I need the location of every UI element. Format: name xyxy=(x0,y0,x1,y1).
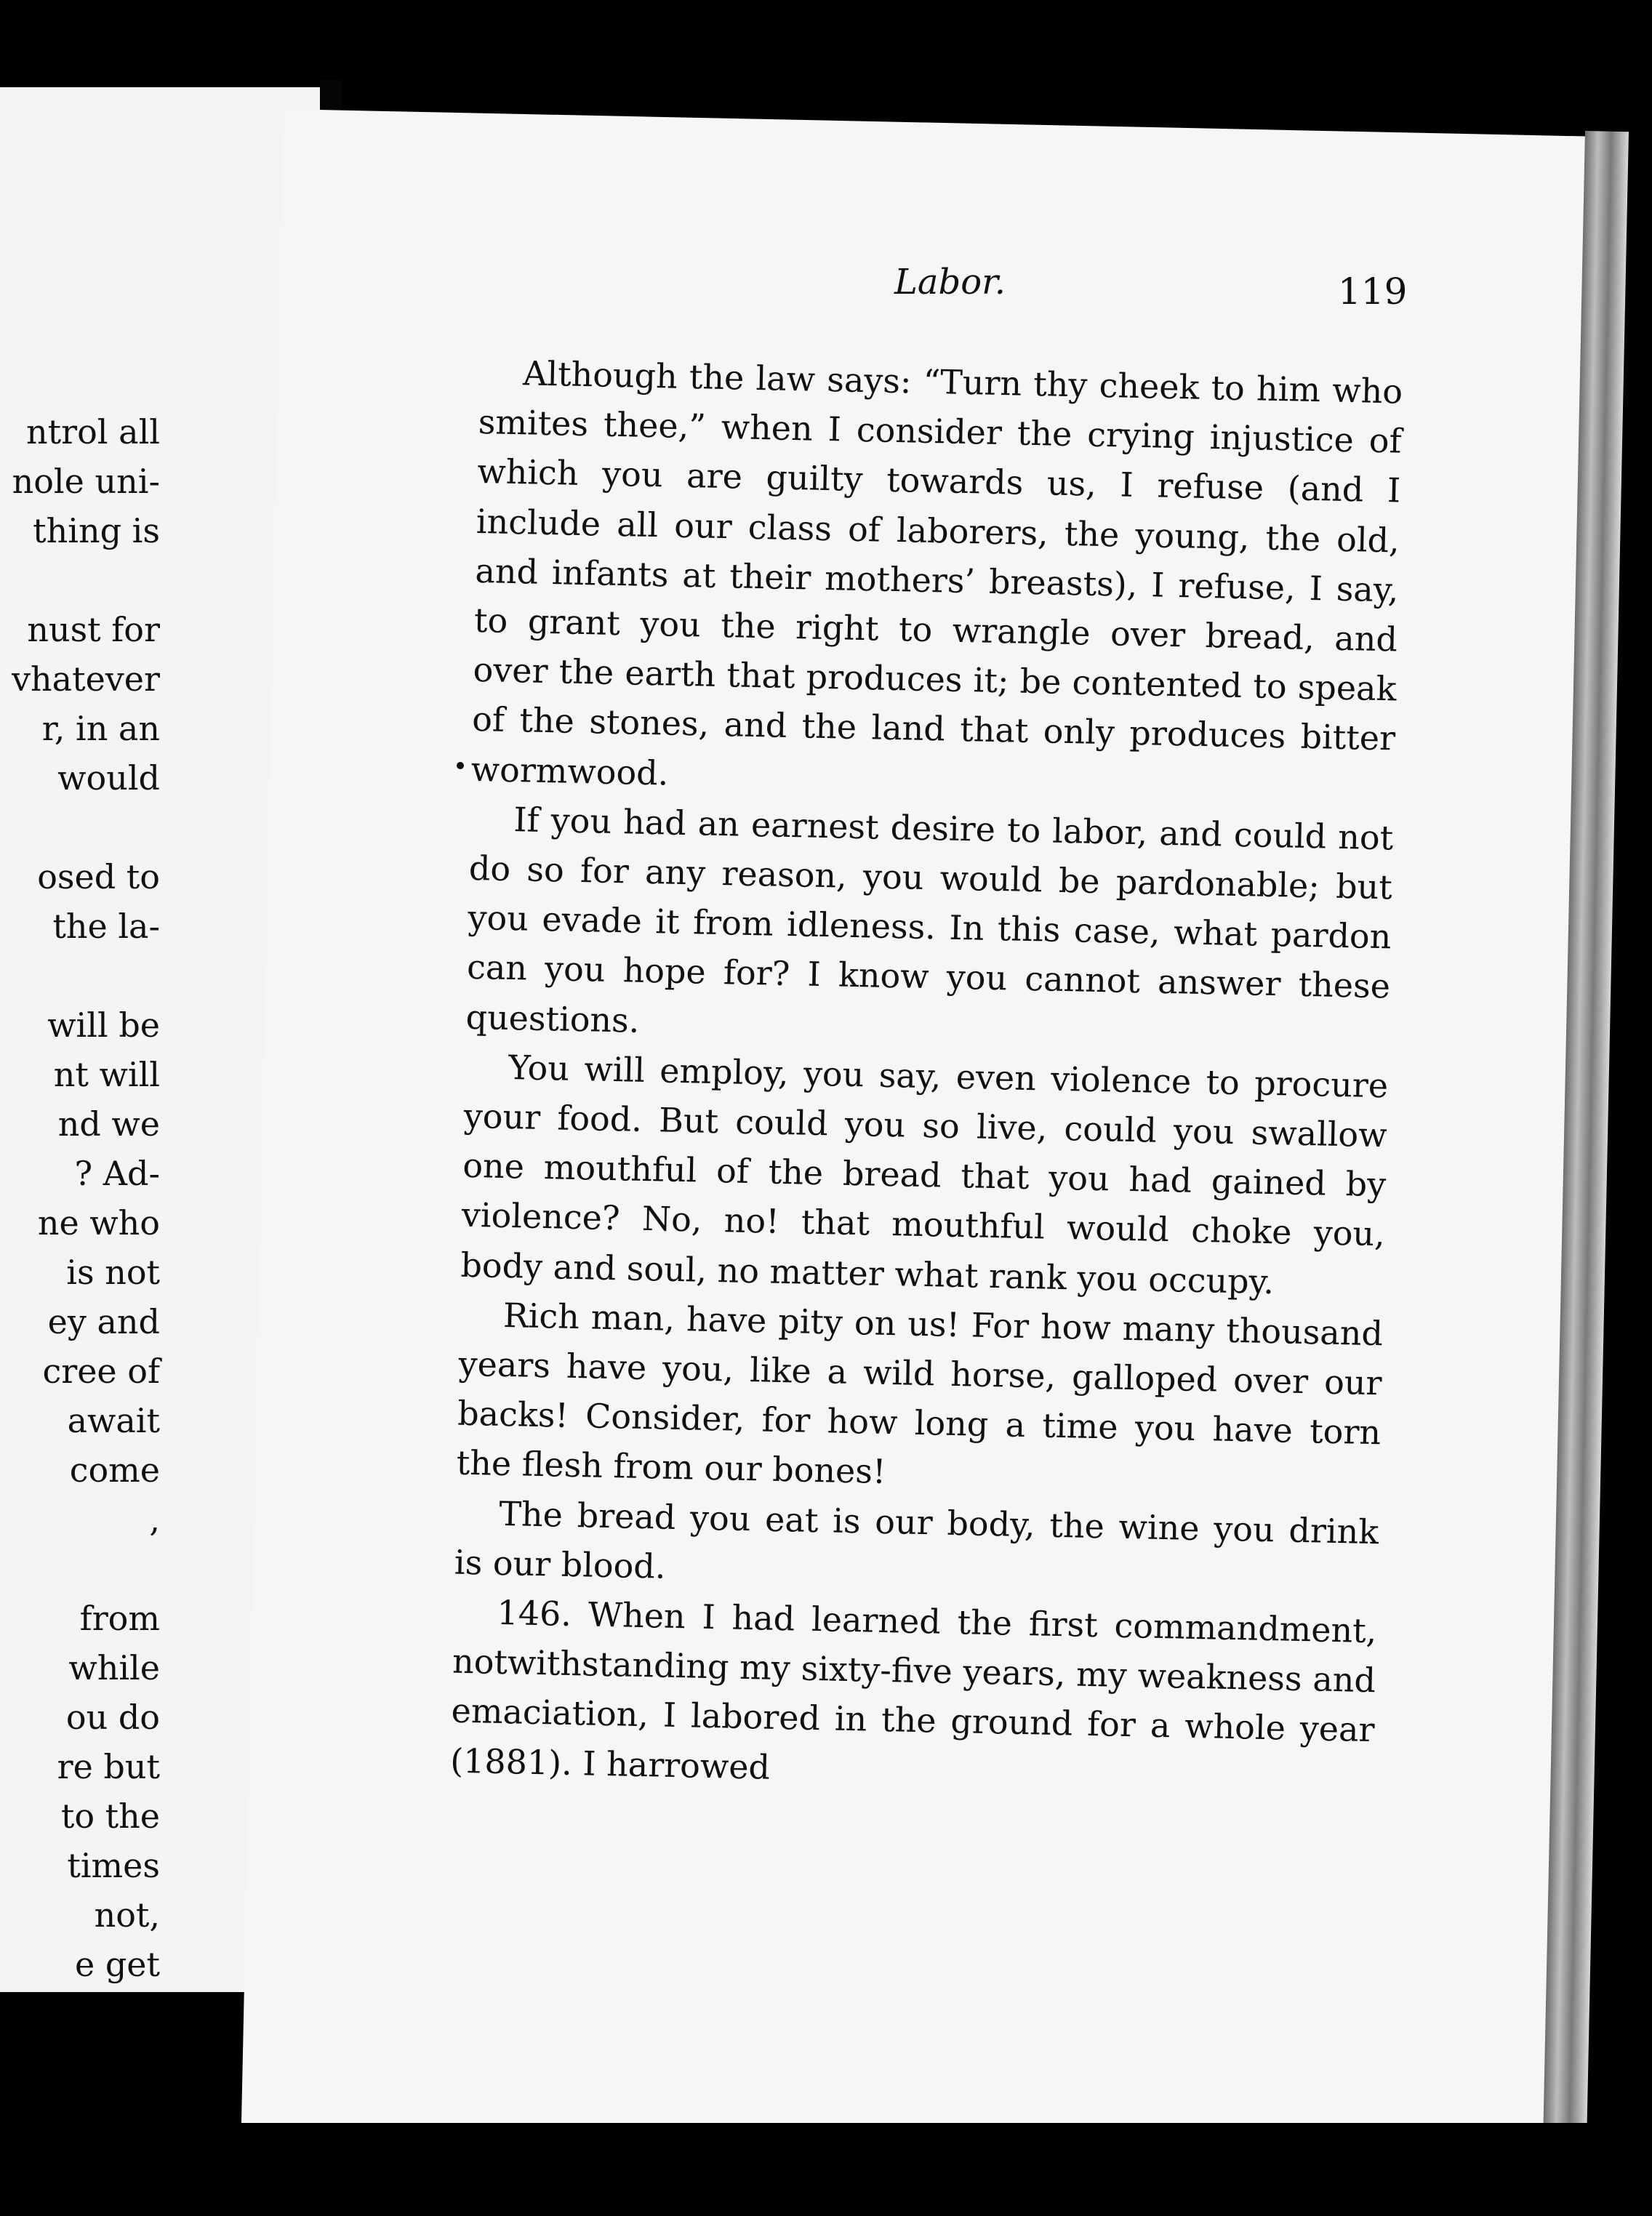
left-page-line: come xyxy=(69,1450,160,1490)
running-head: Labor. xyxy=(894,262,1006,302)
left-page-line xyxy=(0,1544,160,1594)
paragraph: If you had an earnest desire to labor, and could not do so for any reason, you would be pardonable; but you evade it from idleness. In this case, what pardon can you hope for? I know you cannot answer these questions. xyxy=(465,799,1394,1040)
paragraph: The bread you eat is our body, the wine you drink is our blood. xyxy=(454,1493,1379,1586)
left-page-line: while xyxy=(68,1648,160,1687)
left-page-line: vhatever xyxy=(12,659,160,699)
left-page-line xyxy=(0,555,160,605)
left-page-line: osed to xyxy=(37,857,160,896)
left-page-line: would xyxy=(57,758,160,798)
left-page-line: ou do xyxy=(65,1698,160,1737)
left-page-line xyxy=(0,803,160,852)
paragraph: You will employ, you say, even violence to procure your food. But could you so live, could you swallow one mouthful of the bread that you had gained by violence? No, no! that mouthful would choke you, body and soul, no matter what rank you occupy. xyxy=(460,1047,1389,1301)
paragraph: Although the law says: “Turn thy cheek to him who smites thee,” when I consider the crying injustice of which you are guilty towards us, I refuse (and I include all our class of laborers, the young, the old, and infants at their mothers’ breasts), I refuse, I say, to grant you the right to wrangle over bread, and over the earth that produces it; be contented to speak of the stones, and the land that only produces bitter wormwood. xyxy=(470,353,1403,793)
left-page-line: nust for xyxy=(27,610,160,649)
left-page-line: will be xyxy=(47,1005,160,1045)
left-page-line: the la- xyxy=(52,907,160,946)
left-page-line: ? Ad- xyxy=(74,1154,160,1193)
left-page-line: ntrol all xyxy=(26,412,160,451)
left-page-line: nt will xyxy=(53,1055,160,1094)
left-page-line: ey and xyxy=(47,1302,160,1341)
left-page-line: ne who xyxy=(37,1203,160,1243)
numbered-paragraph: 146. When I had learned the first commandment, notwithstanding my sixty-five years, my weakness and emaciation, I labored in the ground for a whole year (1881). I harrowed xyxy=(449,1592,1377,1787)
left-page-line: nole uni- xyxy=(12,462,160,501)
left-page-line: to the xyxy=(60,1797,160,1836)
left-page-line: from xyxy=(79,1599,160,1638)
scan-border xyxy=(0,2123,1652,2216)
left-page-line: times xyxy=(67,1846,160,1885)
body-text xyxy=(450,348,1403,1804)
left-page-line: , xyxy=(149,1500,160,1539)
margin-mark xyxy=(457,762,464,769)
left-page-line: cree of xyxy=(42,1352,160,1391)
left-page-line: nd we xyxy=(57,1104,160,1144)
left-page-line: await xyxy=(67,1401,160,1440)
left-page-line: r, in an xyxy=(41,709,160,748)
left-page-line: thing is xyxy=(33,511,160,550)
left-page-line: is not xyxy=(66,1253,160,1292)
left-page-line: e get xyxy=(75,1945,160,1984)
page-number: 119 xyxy=(1338,270,1408,313)
left-page-line xyxy=(0,951,160,1000)
paragraph: Rich man, have pity on us! For how many thousand years have you, like a wild horse, galloped over our backs! Consider, for how long a time you have torn the flesh from our bones! xyxy=(456,1295,1384,1492)
left-page-line: not, xyxy=(94,1895,160,1935)
left-page-line: re but xyxy=(57,1747,160,1786)
left-page-text xyxy=(0,407,160,1989)
